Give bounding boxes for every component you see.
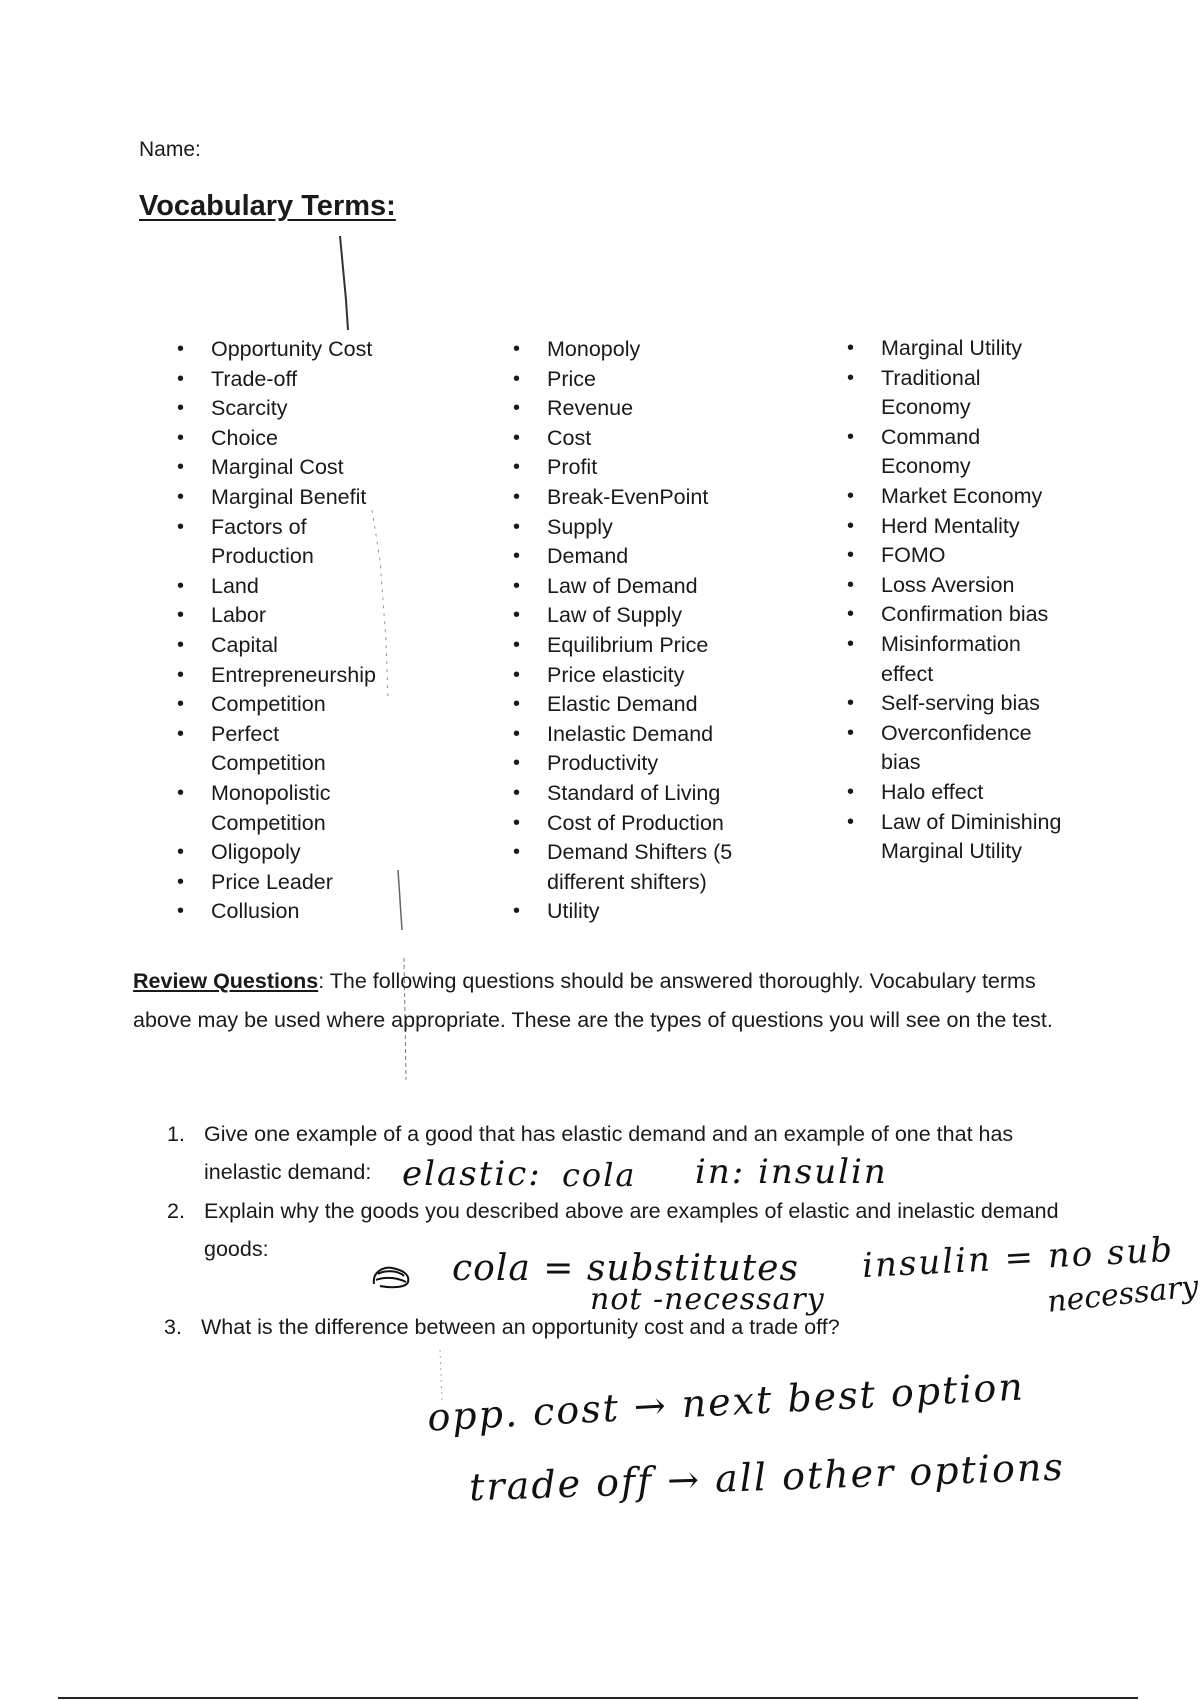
- vocab-term: • Herd Mentality: [881, 512, 1111, 542]
- vocab-column-3: [881, 334, 1111, 867]
- vocab-term: • Competition: [211, 690, 451, 720]
- vocab-term: • Inelastic Demand: [547, 720, 787, 750]
- question-number: 3.: [164, 1315, 182, 1339]
- vocab-term: • Standard of Living: [547, 779, 787, 809]
- handwritten-answer: trade off → all other options: [468, 1444, 1066, 1510]
- vocab-term: • Cost of Production: [547, 809, 787, 839]
- vocab-term: • Land: [211, 572, 451, 602]
- vocab-term: • Halo effect: [881, 778, 1111, 808]
- vocab-term: • Traditional Economy: [881, 364, 1001, 423]
- vocab-term: • FOMO: [881, 541, 1111, 571]
- scribble-mark: [370, 1262, 414, 1290]
- question-3: [164, 1308, 1061, 1346]
- vocab-term: • Command Economy: [881, 423, 1001, 482]
- handwritten-answer: elastic:: [402, 1154, 542, 1194]
- review-label: Review Questions: [133, 969, 319, 993]
- vocab-term: • Marginal Cost: [211, 453, 451, 483]
- vocab-term: • Demand: [547, 542, 787, 572]
- vocab-column-2: [547, 335, 787, 927]
- vocab-term: • Marginal Benefit: [211, 483, 451, 513]
- vocab-term: • Confirmation bias: [881, 600, 1111, 630]
- vocab-column-1: [211, 335, 451, 927]
- vocab-term: • Cost: [547, 424, 787, 454]
- vocab-term: • Utility: [547, 897, 787, 927]
- handwritten-answer: insulin = no sub: [861, 1229, 1175, 1287]
- question-text: Give one example of a good that has elastic demand and an example of one that has inelastic demand:: [204, 1122, 1014, 1184]
- vocab-term: • Oligopoly: [211, 838, 451, 868]
- vocab-term: • Capital: [211, 631, 451, 661]
- vocab-term: • Labor: [211, 601, 451, 631]
- vocab-term: • Marginal Utility: [881, 334, 1111, 364]
- vocab-term: • Law of Supply: [547, 601, 787, 631]
- handwritten-answer: not -necessary: [590, 1282, 825, 1317]
- vocab-term: • Price: [547, 365, 787, 395]
- question-number: 1.: [167, 1122, 185, 1146]
- vocab-term: • Market Economy: [881, 482, 1111, 512]
- vocab-term: • Choice: [211, 424, 451, 454]
- vocab-term: • Factors of Production: [211, 513, 331, 572]
- vocab-term: • Scarcity: [211, 394, 451, 424]
- vocab-term: • Law of Demand: [547, 572, 787, 602]
- vocab-term: • Supply: [547, 513, 787, 543]
- vocab-term: • Profit: [547, 453, 787, 483]
- vocab-term: • Overconfidence bias: [881, 719, 1056, 778]
- vocab-term: • Perfect Competition: [211, 720, 341, 779]
- question-text: Explain why the goods you described above are examples of elastic and inelastic demand goods:: [204, 1199, 1059, 1261]
- vocab-term: • Self-serving bias: [881, 689, 1111, 719]
- vocab-term: • Trade-off: [211, 365, 451, 395]
- handwritten-answer: necessary: [1045, 1269, 1200, 1320]
- handwritten-answer: in: insulin: [695, 1152, 888, 1192]
- handwritten-answer: cola = substitutes: [452, 1248, 799, 1289]
- vocab-term: • Monopolistic Competition: [211, 779, 351, 838]
- vocab-term: • Collusion: [211, 897, 451, 927]
- vocab-term: • Break-EvenPoint: [547, 483, 787, 513]
- vocab-term: • Elastic Demand: [547, 690, 787, 720]
- vocab-term: • Revenue: [547, 394, 787, 424]
- vocab-term: • Equilibrium Price: [547, 631, 787, 661]
- handwritten-answer: cola: [562, 1156, 637, 1194]
- vocab-term: • Entrepreneurship: [211, 661, 451, 691]
- handwritten-answer: opp. cost → next best option: [426, 1364, 1026, 1440]
- vocab-term: • Monopoly: [547, 335, 787, 365]
- vocabulary-title: Vocabulary Terms:: [139, 190, 396, 222]
- review-instructions: [133, 962, 1073, 1039]
- vocab-term: • Productivity: [547, 749, 787, 779]
- vocab-term: • Demand Shifters (5 different shifters): [547, 838, 757, 897]
- review-text: : The following questions should be answered thoroughly. Vocabulary terms above may be used where appropriate. These are the types of questions you will see on the test.: [133, 969, 1053, 1032]
- vocab-term: • Misinformation effect: [881, 630, 1041, 689]
- vocab-term: • Law of Diminishing Marginal Utility: [881, 808, 1091, 867]
- vocab-term: • Opportunity Cost: [211, 335, 451, 365]
- question-text: What is the difference between an opportunity cost and a trade off?: [201, 1315, 840, 1339]
- vocab-term: • Price elasticity: [547, 661, 787, 691]
- page-bottom-rule: [58, 1697, 1138, 1699]
- vocab-term: • Price Leader: [211, 868, 451, 898]
- question-number: 2.: [167, 1199, 185, 1223]
- vocab-term: • Loss Aversion: [881, 571, 1111, 601]
- name-label: Name:: [139, 138, 201, 161]
